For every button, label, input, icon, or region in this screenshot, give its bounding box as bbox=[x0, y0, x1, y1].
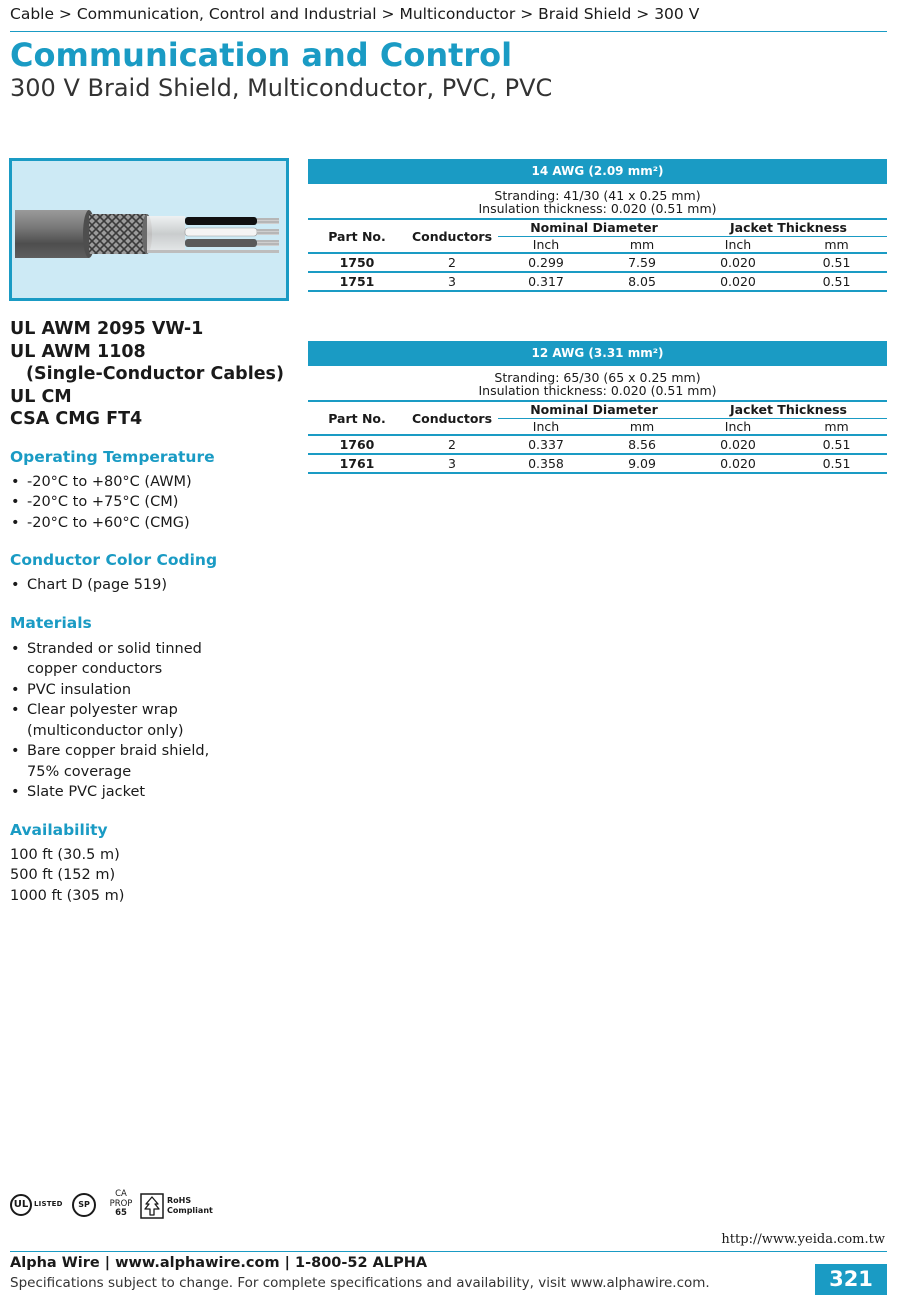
column-header-jacket-thickness: Jacket Thickness bbox=[690, 220, 887, 236]
cable-product-image bbox=[9, 158, 289, 301]
part-number: 1751 bbox=[308, 272, 406, 291]
list-item-line: Clear polyester wrap bbox=[27, 702, 178, 718]
diameter-mm-value: 7.59 bbox=[594, 253, 690, 272]
approval-item: UL CM bbox=[10, 386, 72, 407]
page-title: Communication and Control bbox=[10, 36, 513, 74]
column-header-jacket-thickness: Jacket Thickness bbox=[690, 402, 887, 418]
insulation-text: Insulation thickness: 0.020 (0.51 mm) bbox=[478, 383, 717, 398]
insulation-text: Insulation thickness: 0.020 (0.51 mm) bbox=[478, 201, 717, 216]
column-subheader-inch: Inch bbox=[690, 236, 786, 253]
color-coding-list bbox=[10, 575, 300, 596]
list-item bbox=[10, 782, 300, 803]
prop65-line: CA bbox=[115, 1189, 127, 1199]
column-header-part-no: Part No. bbox=[308, 402, 406, 435]
column-header-conductors: Conductors bbox=[406, 220, 498, 253]
certification-logos bbox=[10, 1190, 220, 1224]
operating-temperature-list bbox=[10, 472, 300, 534]
diameter-mm-value: 8.05 bbox=[594, 272, 690, 291]
csa-logo: SP bbox=[72, 1193, 96, 1217]
page-number-badge: 321 bbox=[815, 1264, 887, 1295]
table-construction-info bbox=[308, 184, 887, 220]
conductors-value: 2 bbox=[406, 435, 498, 454]
list-item: 1000 ft (305 m) bbox=[10, 887, 125, 904]
list-item: • -20°C to +80°C (AWM) bbox=[10, 472, 300, 493]
table-row bbox=[308, 435, 887, 454]
diameter-mm-value: 8.56 bbox=[594, 435, 690, 454]
approval-item: UL AWM 1108 bbox=[10, 341, 146, 362]
data-table bbox=[308, 402, 887, 474]
list-item-line: (multiconductor only) bbox=[27, 722, 184, 739]
footer-disclaimer: Specifications subject to change. For complete specifications and availability, visit www.alphawire.com. bbox=[10, 1275, 710, 1291]
rohs-text bbox=[167, 1196, 213, 1216]
rohs-line: RoHS bbox=[167, 1196, 192, 1205]
diameter-inch-value: 0.358 bbox=[498, 454, 594, 473]
list-item: • -20°C to +60°C (CMG) bbox=[10, 513, 300, 534]
table-construction-info bbox=[308, 366, 887, 402]
list-item-line: 75% coverage bbox=[27, 763, 132, 780]
approval-item: CSA CMG FT4 bbox=[10, 409, 143, 429]
list-item-line: copper conductors bbox=[27, 661, 163, 677]
diameter-mm-value: 9.09 bbox=[594, 454, 690, 473]
ul-logo: UL bbox=[10, 1194, 32, 1216]
data-table bbox=[308, 220, 887, 292]
table-row bbox=[308, 253, 887, 272]
jacket-mm-value: 0.51 bbox=[786, 272, 887, 291]
breadcrumb: Cable > Communication, Control and Industrial > Multiconductor > Braid Shield > 300 V bbox=[10, 5, 700, 23]
column-subheader-inch: Inch bbox=[498, 418, 594, 435]
conductors-value: 3 bbox=[406, 454, 498, 473]
column-header-nominal-diameter: Nominal Diameter bbox=[498, 220, 690, 236]
list-item bbox=[10, 680, 300, 701]
operating-temperature-heading: Operating Temperature bbox=[10, 447, 215, 466]
approval-item: UL AWM 2095 VW-1 bbox=[10, 319, 204, 339]
stranding-text: Stranding: 65/30 (65 x 0.25 mm) bbox=[494, 370, 701, 385]
jacket-inch-value: 0.020 bbox=[690, 435, 786, 454]
list-item bbox=[10, 639, 300, 680]
spec-left-column bbox=[10, 318, 300, 906]
jacket-mm-value: 0.51 bbox=[786, 454, 887, 473]
jacket-inch-value: 0.020 bbox=[690, 272, 786, 291]
list-item: • -20°C to +75°C (CM) bbox=[10, 492, 300, 513]
jacket-inch-value: 0.020 bbox=[690, 253, 786, 272]
cable-cutaway-illustration bbox=[12, 161, 286, 298]
column-subheader-mm: mm bbox=[594, 418, 690, 435]
jacket-mm-value: 0.51 bbox=[786, 435, 887, 454]
ul-listed-text: LISTED bbox=[34, 1200, 63, 1208]
column-subheader-inch: Inch bbox=[690, 418, 786, 435]
spec-table-14awg bbox=[308, 159, 887, 292]
list-item-line: Stranded or solid tinned bbox=[27, 640, 202, 657]
list-item-line: Bare copper braid shield, bbox=[27, 743, 210, 759]
column-subheader-mm: mm bbox=[594, 236, 690, 253]
list-item-line: PVC insulation bbox=[27, 681, 132, 698]
spec-table-12awg bbox=[308, 341, 887, 474]
website-link[interactable]: http://www.yeida.com.tw bbox=[721, 1232, 885, 1247]
list-item: • Chart D (page 519) bbox=[10, 575, 300, 596]
list-item: 500 ft (152 m) bbox=[10, 867, 116, 883]
approval-item: (Single-Conductor Cables) bbox=[26, 364, 284, 384]
conductors-value: 3 bbox=[406, 272, 498, 291]
part-number: 1760 bbox=[308, 435, 406, 454]
footer-divider bbox=[10, 1251, 887, 1252]
approvals-list bbox=[10, 318, 300, 431]
prop65-logo bbox=[108, 1190, 134, 1219]
footer-company: Alpha Wire | www.alphawire.com | 1-800-52 ALPHA bbox=[10, 1255, 428, 1271]
table-row bbox=[308, 272, 887, 291]
list-item-line: Slate PVC jacket bbox=[27, 784, 146, 800]
page-subtitle: 300 V Braid Shield, Multiconductor, PVC, PVC bbox=[10, 74, 553, 102]
column-header-nominal-diameter: Nominal Diameter bbox=[498, 402, 690, 418]
rohs-line: Compliant bbox=[167, 1206, 213, 1215]
prop65-line: PROP bbox=[109, 1198, 133, 1209]
diameter-inch-value: 0.317 bbox=[498, 272, 594, 291]
part-number: 1750 bbox=[308, 253, 406, 272]
list-item bbox=[10, 700, 300, 741]
column-subheader-inch: Inch bbox=[498, 236, 594, 253]
availability-list bbox=[10, 845, 300, 907]
color-coding-heading: Conductor Color Coding bbox=[10, 551, 218, 569]
column-subheader-mm: mm bbox=[786, 236, 887, 253]
list-item bbox=[10, 741, 300, 782]
prop65-line: 65 bbox=[115, 1208, 127, 1218]
list-item: 100 ft (30.5 m) bbox=[10, 846, 120, 863]
conductors-value: 2 bbox=[406, 253, 498, 272]
materials-heading: Materials bbox=[10, 613, 92, 632]
table-gauge-header: 14 AWG (2.09 mm²) bbox=[308, 159, 887, 184]
diameter-inch-value: 0.299 bbox=[498, 253, 594, 272]
column-subheader-mm: mm bbox=[786, 418, 887, 435]
availability-heading: Availability bbox=[10, 820, 108, 839]
table-gauge-header: 12 AWG (3.31 mm²) bbox=[308, 341, 887, 366]
column-header-conductors: Conductors bbox=[406, 402, 498, 435]
table-row bbox=[308, 454, 887, 473]
part-number: 1761 bbox=[308, 454, 406, 473]
stranding-text: Stranding: 41/30 (41 x 0.25 mm) bbox=[494, 188, 701, 203]
column-header-part-no: Part No. bbox=[308, 220, 406, 253]
jacket-inch-value: 0.020 bbox=[690, 454, 786, 473]
rohs-tree-icon bbox=[140, 1193, 164, 1219]
diameter-inch-value: 0.337 bbox=[498, 435, 594, 454]
jacket-mm-value: 0.51 bbox=[786, 253, 887, 272]
materials-list bbox=[10, 639, 300, 803]
header-divider bbox=[10, 31, 887, 32]
